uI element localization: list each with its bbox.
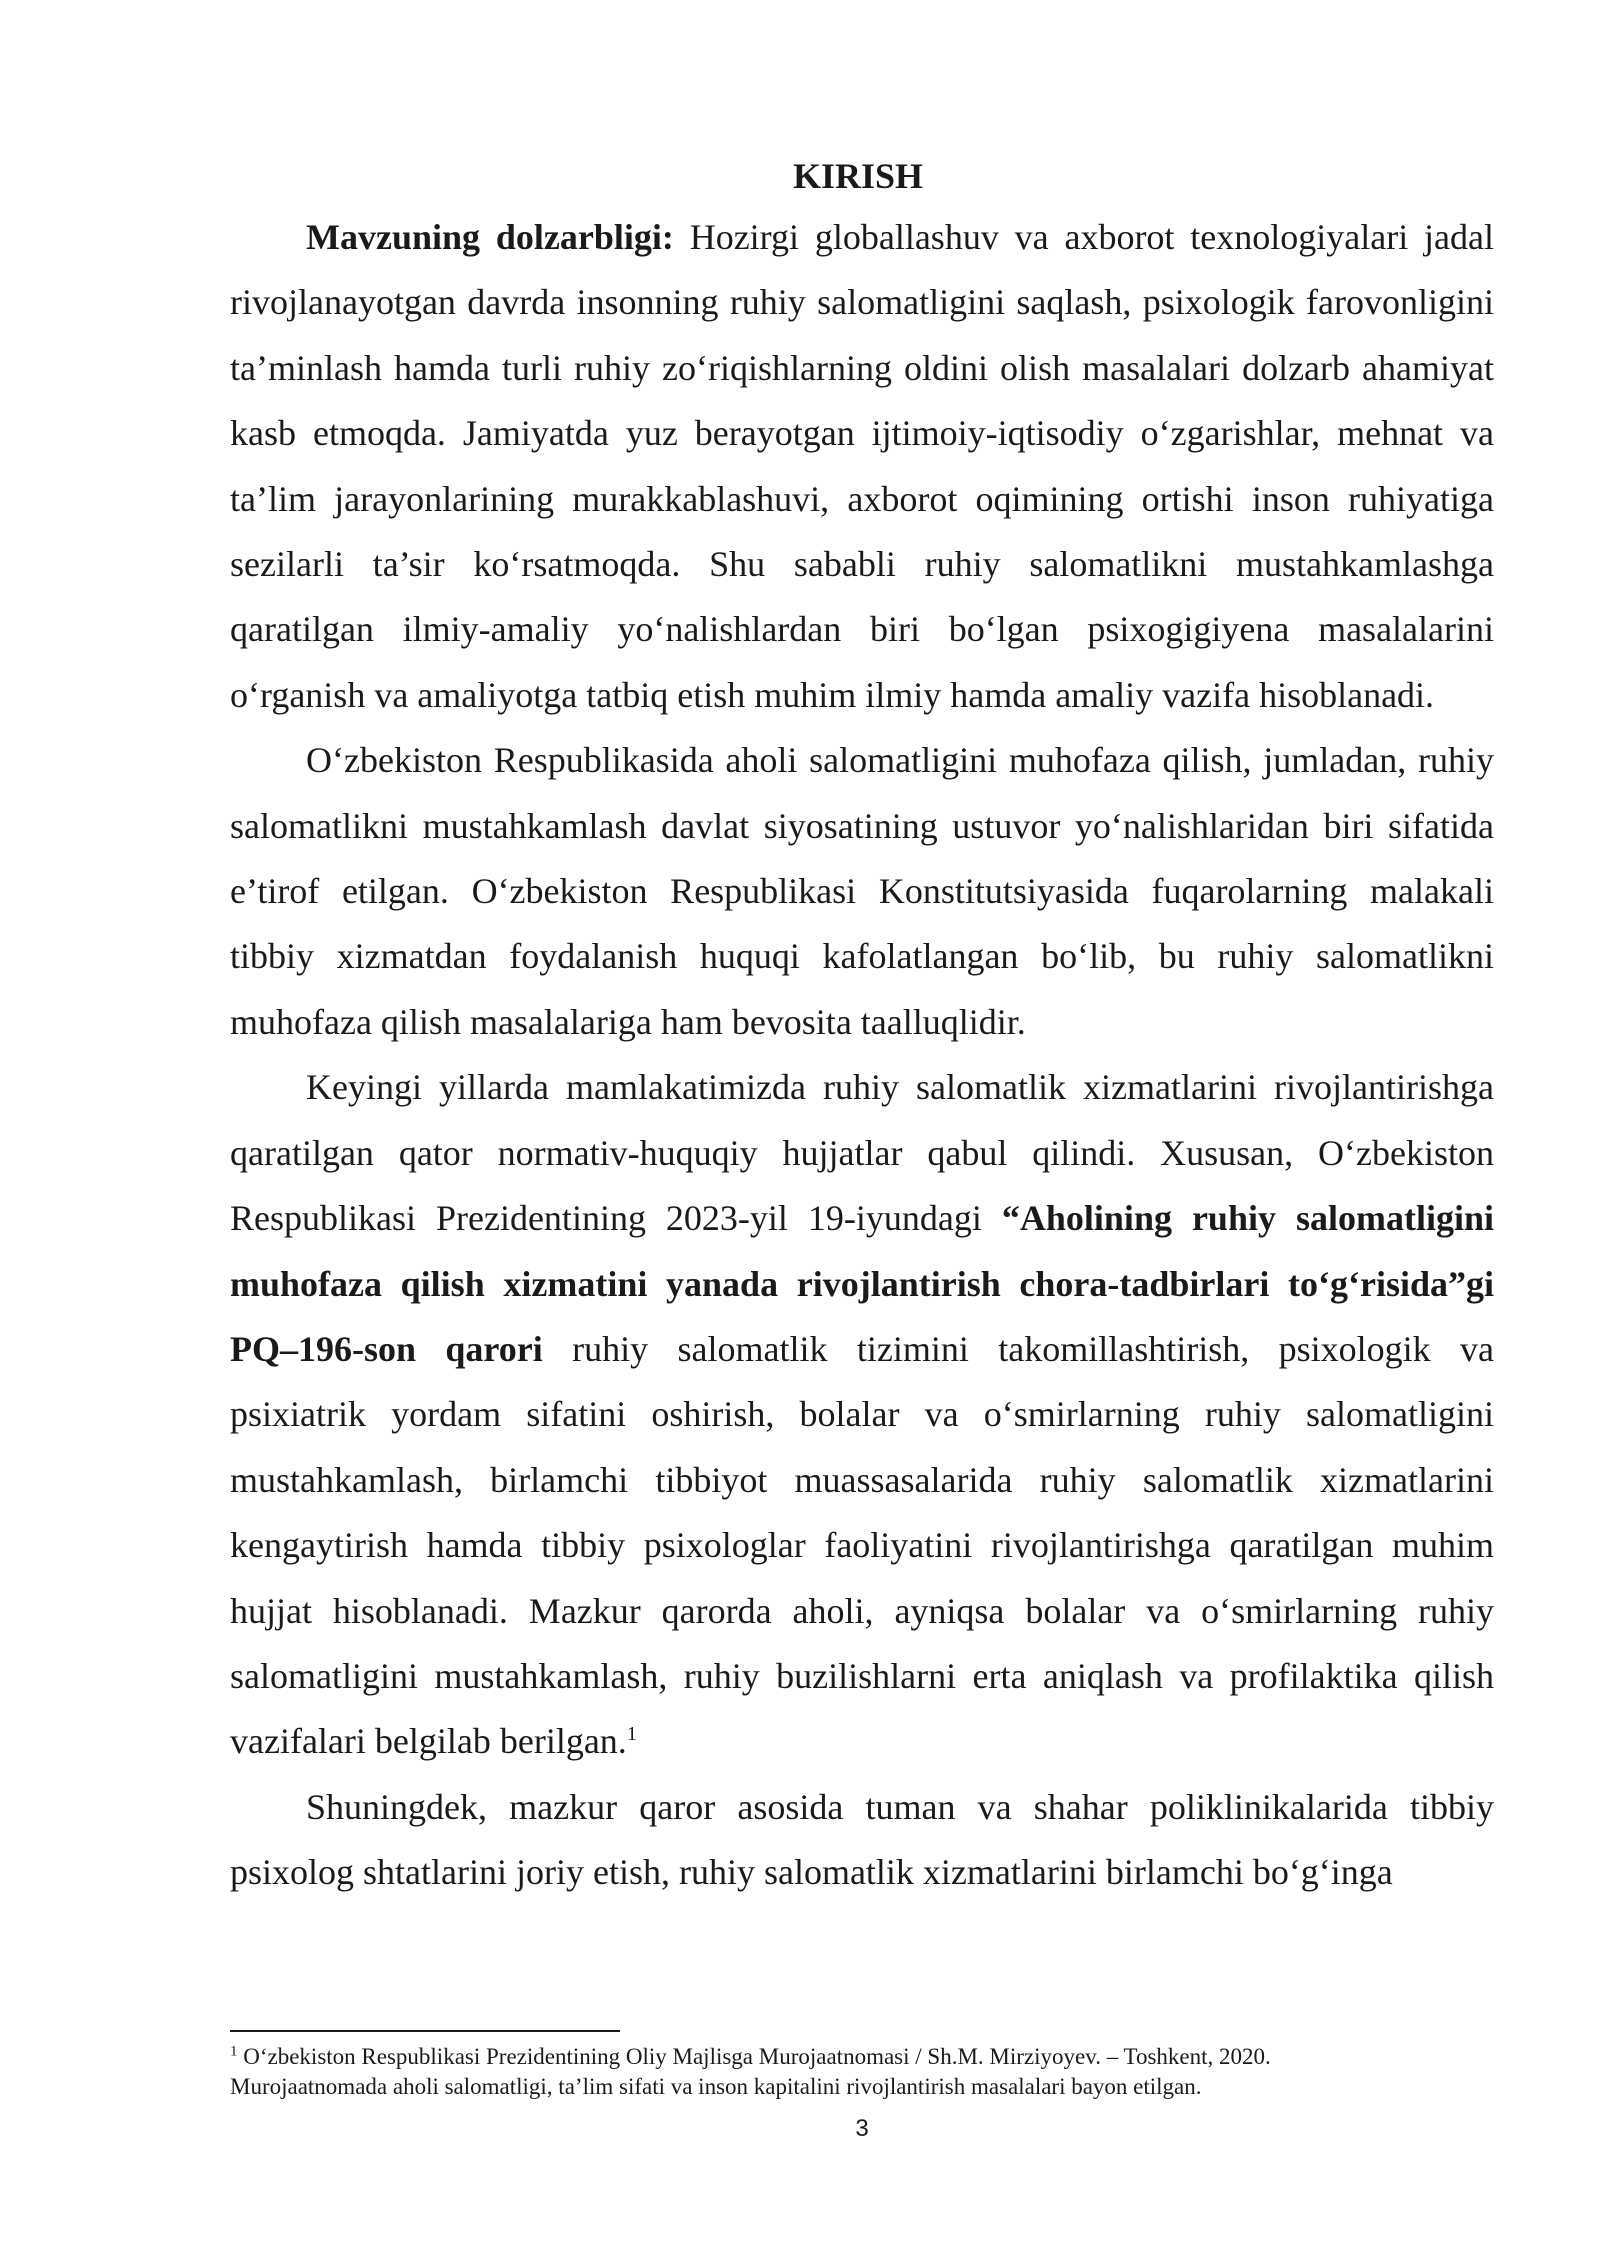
paragraph-continuation [230,1775,1494,1906]
decree-title-bold: “Aholining ruhiy salomatligini muhofaza qilish xizmatini yanada rivojlantirish chora-tadbirlari to‘g‘risida”gi PQ–196-son qarori [230,1198,1494,1369]
body-text [230,205,1494,1906]
footnote-marker: 1 [230,2043,238,2060]
paragraph-relevance [230,205,1494,728]
paragraph-text: Keyingi yillarda mamlakatimizda ruhiy salomatlik xizmatlarini rivojlantirishga qaratilgan qator normativ-huquqiy hujjatlar qabul qilindi. Xususan, O‘zbekiston Respublikasi Prezidentining 2023-yil 19-iyundagi [230,1067,1494,1239]
page-number: 3 [855,2115,869,2142]
footnote-line-2: Murojaatnomada aholi salomatligi, ta’lim sifati va inson kapitalini rivojlantirish masalalari bayon etilgan. [230,2074,1202,2099]
footnote-reference[interactable]: 1 [626,1723,637,1746]
paragraph-lead-bold: Mavzuning dolzarbligi: [306,217,674,257]
paragraph-decree [230,1055,1494,1774]
page-title: KIRISH [792,156,924,196]
paragraph-constitution [230,728,1494,1055]
footnote-line-1: O‘zbekiston Respublikasi Prezidentining Oliy Majlisga Murojaatnomasi / Sh.M. Mirziyoyev. – Toshkent, 2020. [237,2044,1271,2069]
footnote-separator [230,2030,620,2032]
paragraph-text: Hozirgi globallashuv va axborot texnologiyalari jadal rivojlanayotgan davrda insonning ruhiy salomatligini saqlash, psixologik farovonligini ta’minlash hamda turli ruhiy zo‘riqishlarning oldini olish masalalari dolzarb ahamiyat kasb etmoqda. Jamiyatda yuz berayotgan ijtimoiy-iqtisodiy o‘zgarishlar, mehnat va ta’lim jarayonlarining murakkablashuvi, axborot oqimining ortishi inson ruhiyatiga sezilarli ta’sir ko‘rsatmoqda. Shu sababli ruhiy salomatlikni mustahkamlashga qaratilgan ilmiy-amaliy yo‘nalishlardan biri bo‘lgan psixogigiyena masalalarini o‘rganish va amaliyotga tatbiq etish muhim ilmiy hamda amaliy vazifa hisoblanadi. [230,217,1494,715]
paragraph-text: O‘zbekiston Respublikasida aholi salomatligini muhofaza qilish, jumladan, ruhiy salomatlikni mustahkamlash davlat siyosatining ustuvor yo‘nalishlaridan biri sifatida e’tirof etilgan. O‘zbekiston Respublikasi Konstitutsiyasida fuqarolarning malakali tibbiy xizmatdan foydalanish huquqi kafolatlangan bo‘lib, bu ruhiy salomatlikni muhofaza qilish masalalariga ham bevosita taalluqlidir. [230,740,1494,1042]
footnote [230,2042,1494,2102]
paragraph-text: ruhiy salomatlik tizimini takomillashtirish, psixologik va psixiatrik yordam sifatini oshirish, bolalar va o‘smirlarning ruhiy salomatligini mustahkamlash, birlamchi tibbiyot muassasalarida ruhiy salomatlik xizmatlarini kengaytirish hamda tibbiy psixologlar faoliyatini rivojlantirishga qaratilgan muhim hujjat hisoblanadi. Mazkur qarorda aholi, ayniqsa bolalar va o‘smirlarning ruhiy salomatligini mustahkamlash, ruhiy buzilishlarni erta aniqlash va profilaktika qilish vazifalari belgilab berilgan. [230,1328,1494,1762]
paragraph-text: Shuningdek, mazkur qaror asosida tuman va shahar poliklinikalarida tibbiy psixolog shtatlarini joriy etish, ruhiy salomatlik xizmatlarini birlamchi bo‘g‘inga [230,1786,1494,1893]
